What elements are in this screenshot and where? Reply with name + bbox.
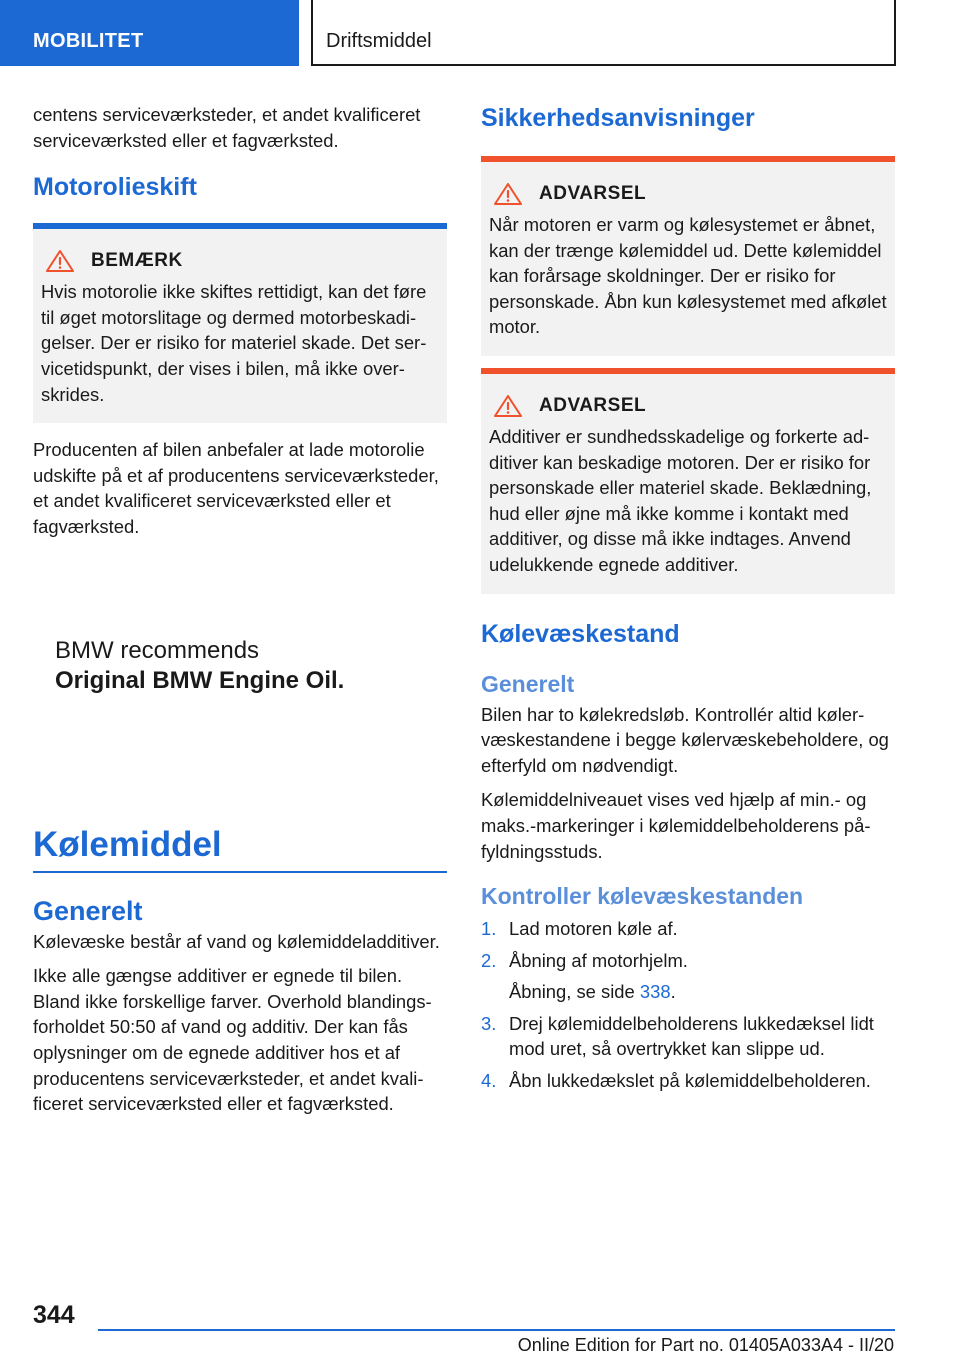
note-text: Hvis motorolie ikke skiftes rettidigt, kan det føre til øget motorslitage og dermed motorbeskadigelser. Der er risiko for materiel skade. Det servicetidspunkt, der vises i bilen, må ikke overskrides.: [41, 281, 427, 405]
bmw-oil-recommendation-image: [33, 549, 447, 825]
warning-box-2: [481, 368, 895, 594]
coolant-heading: Kølemiddel: [33, 824, 222, 864]
coolant-level-heading: Kølevæskestand: [481, 619, 680, 648]
note-header: [41, 249, 439, 273]
oil-change-heading: Motorolieskift: [33, 173, 197, 202]
coolant-general-p1: Kølevæske består af vand og kølemiddeladditiver.: [33, 930, 440, 952]
coolant-heading-rule: [33, 871, 447, 873]
oil-recommendation-paragraph: Producenten af bilen anbefaler at lade motorolie udskifte på et af producentens serviceværksteder, et andet kvalificeret serviceværksted eller et fagværksted.: [33, 439, 439, 537]
coolant-general-heading: Generelt: [33, 895, 143, 926]
warning-triangle-icon: [493, 394, 523, 418]
step-number: 3.: [481, 1012, 497, 1034]
step-text: Åbning af motorhjelm.: [509, 949, 688, 971]
coolant-general-p2: Ikke alle gængse additiver er egnede til bilen. Bland ikke forskellige farver. Overhold blandingsforholdet 50:50 af vand og additiv. Der kan fås oplysninger om de egnede additiver hos et af producentens serviceværksteder, et andet kvalificeret serviceværksted eller et fagværksted.: [33, 965, 432, 1115]
warning-2-text: Additiver er sundhedsskadelige og forkerte additiver kan beskadige motoren. Der er risiko for personskade eller materiel skade. Beklædning, hud eller øjne må ikke komme i kontakt med additiver, og disse må ikke indtages. Anvend udelukkende egnede additiver.: [489, 425, 872, 575]
note-box: [33, 223, 447, 423]
step-number: 2.: [481, 949, 497, 971]
step-text: Åbn lukkedækslet på kølemiddelbeholderen.: [509, 1070, 871, 1092]
step-text: Drej kølemiddelbeholderens lukkedæksel lidt mod uret, så overtrykket kan slippe ud.: [509, 1012, 874, 1060]
step-text: Lad motoren køle af.: [509, 918, 678, 940]
step-2-ref-prefix: Åbning, se side: [509, 981, 640, 1003]
coolant-level-p2: Kølemiddelniveauet vises ved hjælp af min.- og maks.-markeringer i kølemiddelbeholderens påfyldningsstuds.: [481, 789, 871, 862]
warning-box-1: [481, 156, 895, 356]
check-coolant-heading: Kontroller kølevæskestanden: [481, 883, 804, 910]
warning-2-header: [489, 394, 887, 418]
check-coolant-steps: [481, 916, 895, 1094]
right-column: [481, 102, 895, 1100]
note-title: BEMÆRK: [91, 250, 183, 272]
left-column: [33, 102, 447, 1126]
step-item: [481, 916, 895, 942]
step-2-ref-suffix: .: [670, 981, 676, 1003]
safety-heading: Sikkerhedsanvisninger: [481, 104, 755, 132]
step-item: [481, 1068, 895, 1094]
coolant-level-p1: Bilen har to kølekredsløb. Kontrollér altid kølervæskestandene i begge kølervæskebeholdere, og efterfyld om nødvendigt.: [481, 703, 889, 776]
intro-paragraph: centens serviceværksteder, et andet kvalificeret serviceværksted eller et fagværksted.: [33, 104, 421, 151]
oil-image-line1: BMW recommends: [55, 636, 260, 664]
step-number: 1.: [481, 918, 497, 940]
warning-1-header: [489, 182, 887, 206]
oil-image-line2: Original BMW Engine Oil.: [55, 666, 345, 694]
step-item: [481, 1011, 895, 1062]
coolant-level-general-heading: Generelt: [481, 670, 575, 697]
footer-edition: Online Edition for Part no. 01405A033A4 - II/20: [517, 1335, 894, 1355]
warning-triangle-icon: [493, 182, 523, 206]
header-section-tab: [0, 0, 299, 66]
step-number: 4.: [481, 1070, 497, 1092]
warning-2-title: ADVARSEL: [539, 394, 647, 416]
header-section-label: MOBILITET: [33, 30, 144, 52]
warning-1-text: Når motoren er varm og kølesystemet er åbnet, kan der trænge kølemiddel ud. Dette kølemiddel kan forårsage skoldninger. Der er risiko for personskade. Åbn kun kølesystemet med afkølet motor.: [489, 214, 887, 338]
page-link-338[interactable]: 338: [639, 981, 671, 1003]
page-number: 344: [33, 1301, 75, 1329]
footer-rule: [98, 1329, 895, 1331]
step-2-reference: [481, 979, 895, 1005]
warning-triangle-icon: [45, 249, 75, 273]
header-chapter-tab: [311, 0, 896, 66]
warning-1-title: ADVARSEL: [539, 183, 647, 204]
step-item: [481, 948, 895, 974]
header-chapter-label: Driftsmiddel: [326, 30, 432, 52]
